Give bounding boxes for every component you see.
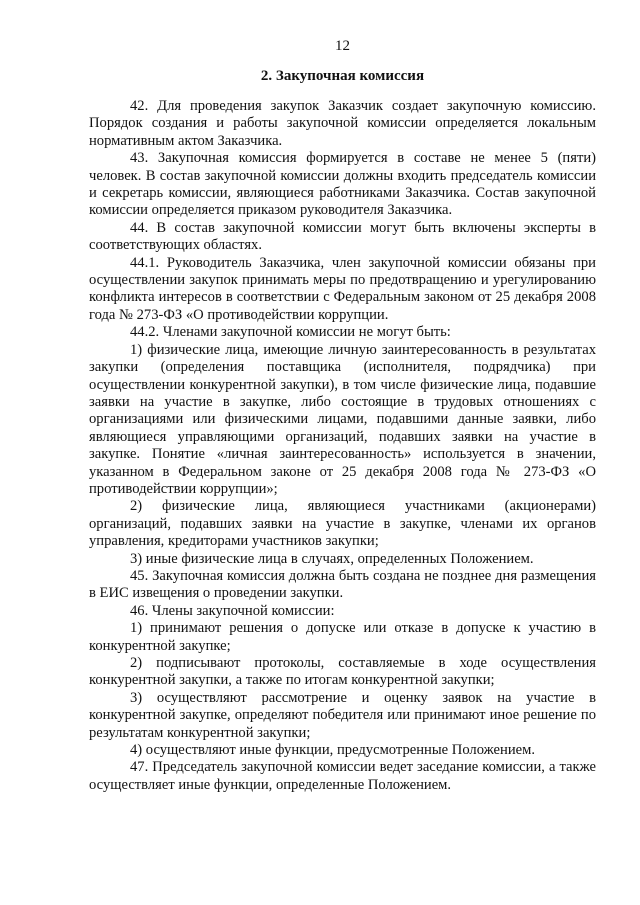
section-title: 2. Закупочная комиссия <box>260 68 425 84</box>
paragraph-44-2: 44.2. Членами закупочной комиссии не могут быть: <box>130 324 451 341</box>
paragraph-42: 42. Для проведения закупок Заказчик создает закупочную комиссию. Порядок создания и работы закупочной комиссии определяется локальным нормативным актом Заказчика. <box>89 98 596 149</box>
page-number: 12 <box>335 38 350 54</box>
list-item-44-2-3: 3) иные физические лица в случаях, определенных Положением. <box>130 550 534 567</box>
paragraph-43: 43. Закупочная комиссия формируется в составе не менее 5 (пяти) человек. В состав закупочной комиссии должны входить председатель комиссии и секретарь комиссии, являющиеся работниками Заказчика. Состав закупочной комиссии определяется приказом руководителя Заказчика. <box>89 150 596 219</box>
paragraph-47: 47. Председатель закупочной комиссии ведет заседание комиссии, а также осуществляет иные функции, определенные Положением. <box>89 759 596 793</box>
list-item-46-3: 3) осуществляют рассмотрение и оценку заявок на участие в конкурентной закупке, определяют победителя или принимают иное решение по результатам конкурентной закупки; <box>89 689 596 741</box>
list-item-46-4: 4) осуществляют иные функции, предусмотренные Положением. <box>130 742 535 759</box>
paragraph-44: 44. В состав закупочной комиссии могут быть включены эксперты в соответствующих областях. <box>89 219 596 254</box>
paragraph-44-1: 44.1. Руководитель Заказчика, член закупочной комиссии обязаны при осуществлении закупок принимать меры по предотвращению и урегулированию конфликта интересов в соответствии с Федеральным законом от 25 декабря 2008 года № 273-ФЗ «О противодействии коррупции. <box>89 254 596 323</box>
document-page <box>89 36 596 794</box>
list-item-44-2-2: 2) физические лица, являющиеся участниками (акционерами) организаций, подавших заявки на участие в закупке, членами их органов управления, кредиторами участников закупки; <box>89 498 596 550</box>
paragraph-46: 46. Члены закупочной комиссии: <box>130 602 335 619</box>
list-item-44-2-1: 1) физические лица, имеющие личную заинтересованность в результатах закупки (определения поставщика (исполнителя, подрядчика) при осуществлении конкурентной закупки), в том числе физические лица, подавшие заявки на участие в закупке, либо состоящие в трудовых отношениях с организациями или физическими лицами, подавшими данные заявки, либо являющиеся управляющими организаций, подавших заявки на участие в закупке. Понятие «личная заинтересованность» используется в значении, указанном в Федеральном законе от 25 декабря 2008 года № 273-ФЗ «О противодействии коррупции»; <box>89 341 596 497</box>
list-item-46-1: 1) принимают решения о допуске или отказе в допуске к участию в конкурентной закупке; <box>89 620 596 654</box>
list-item-46-2: 2) подписывают протоколы, составляемые в ходе осуществления конкурентной закупки, а также по итогам конкурентной закупки; <box>89 655 596 689</box>
paragraph-45: 45. Закупочная комиссия должна быть создана не позднее дня размещения в ЕИС извещения о проведении закупки. <box>89 567 596 602</box>
